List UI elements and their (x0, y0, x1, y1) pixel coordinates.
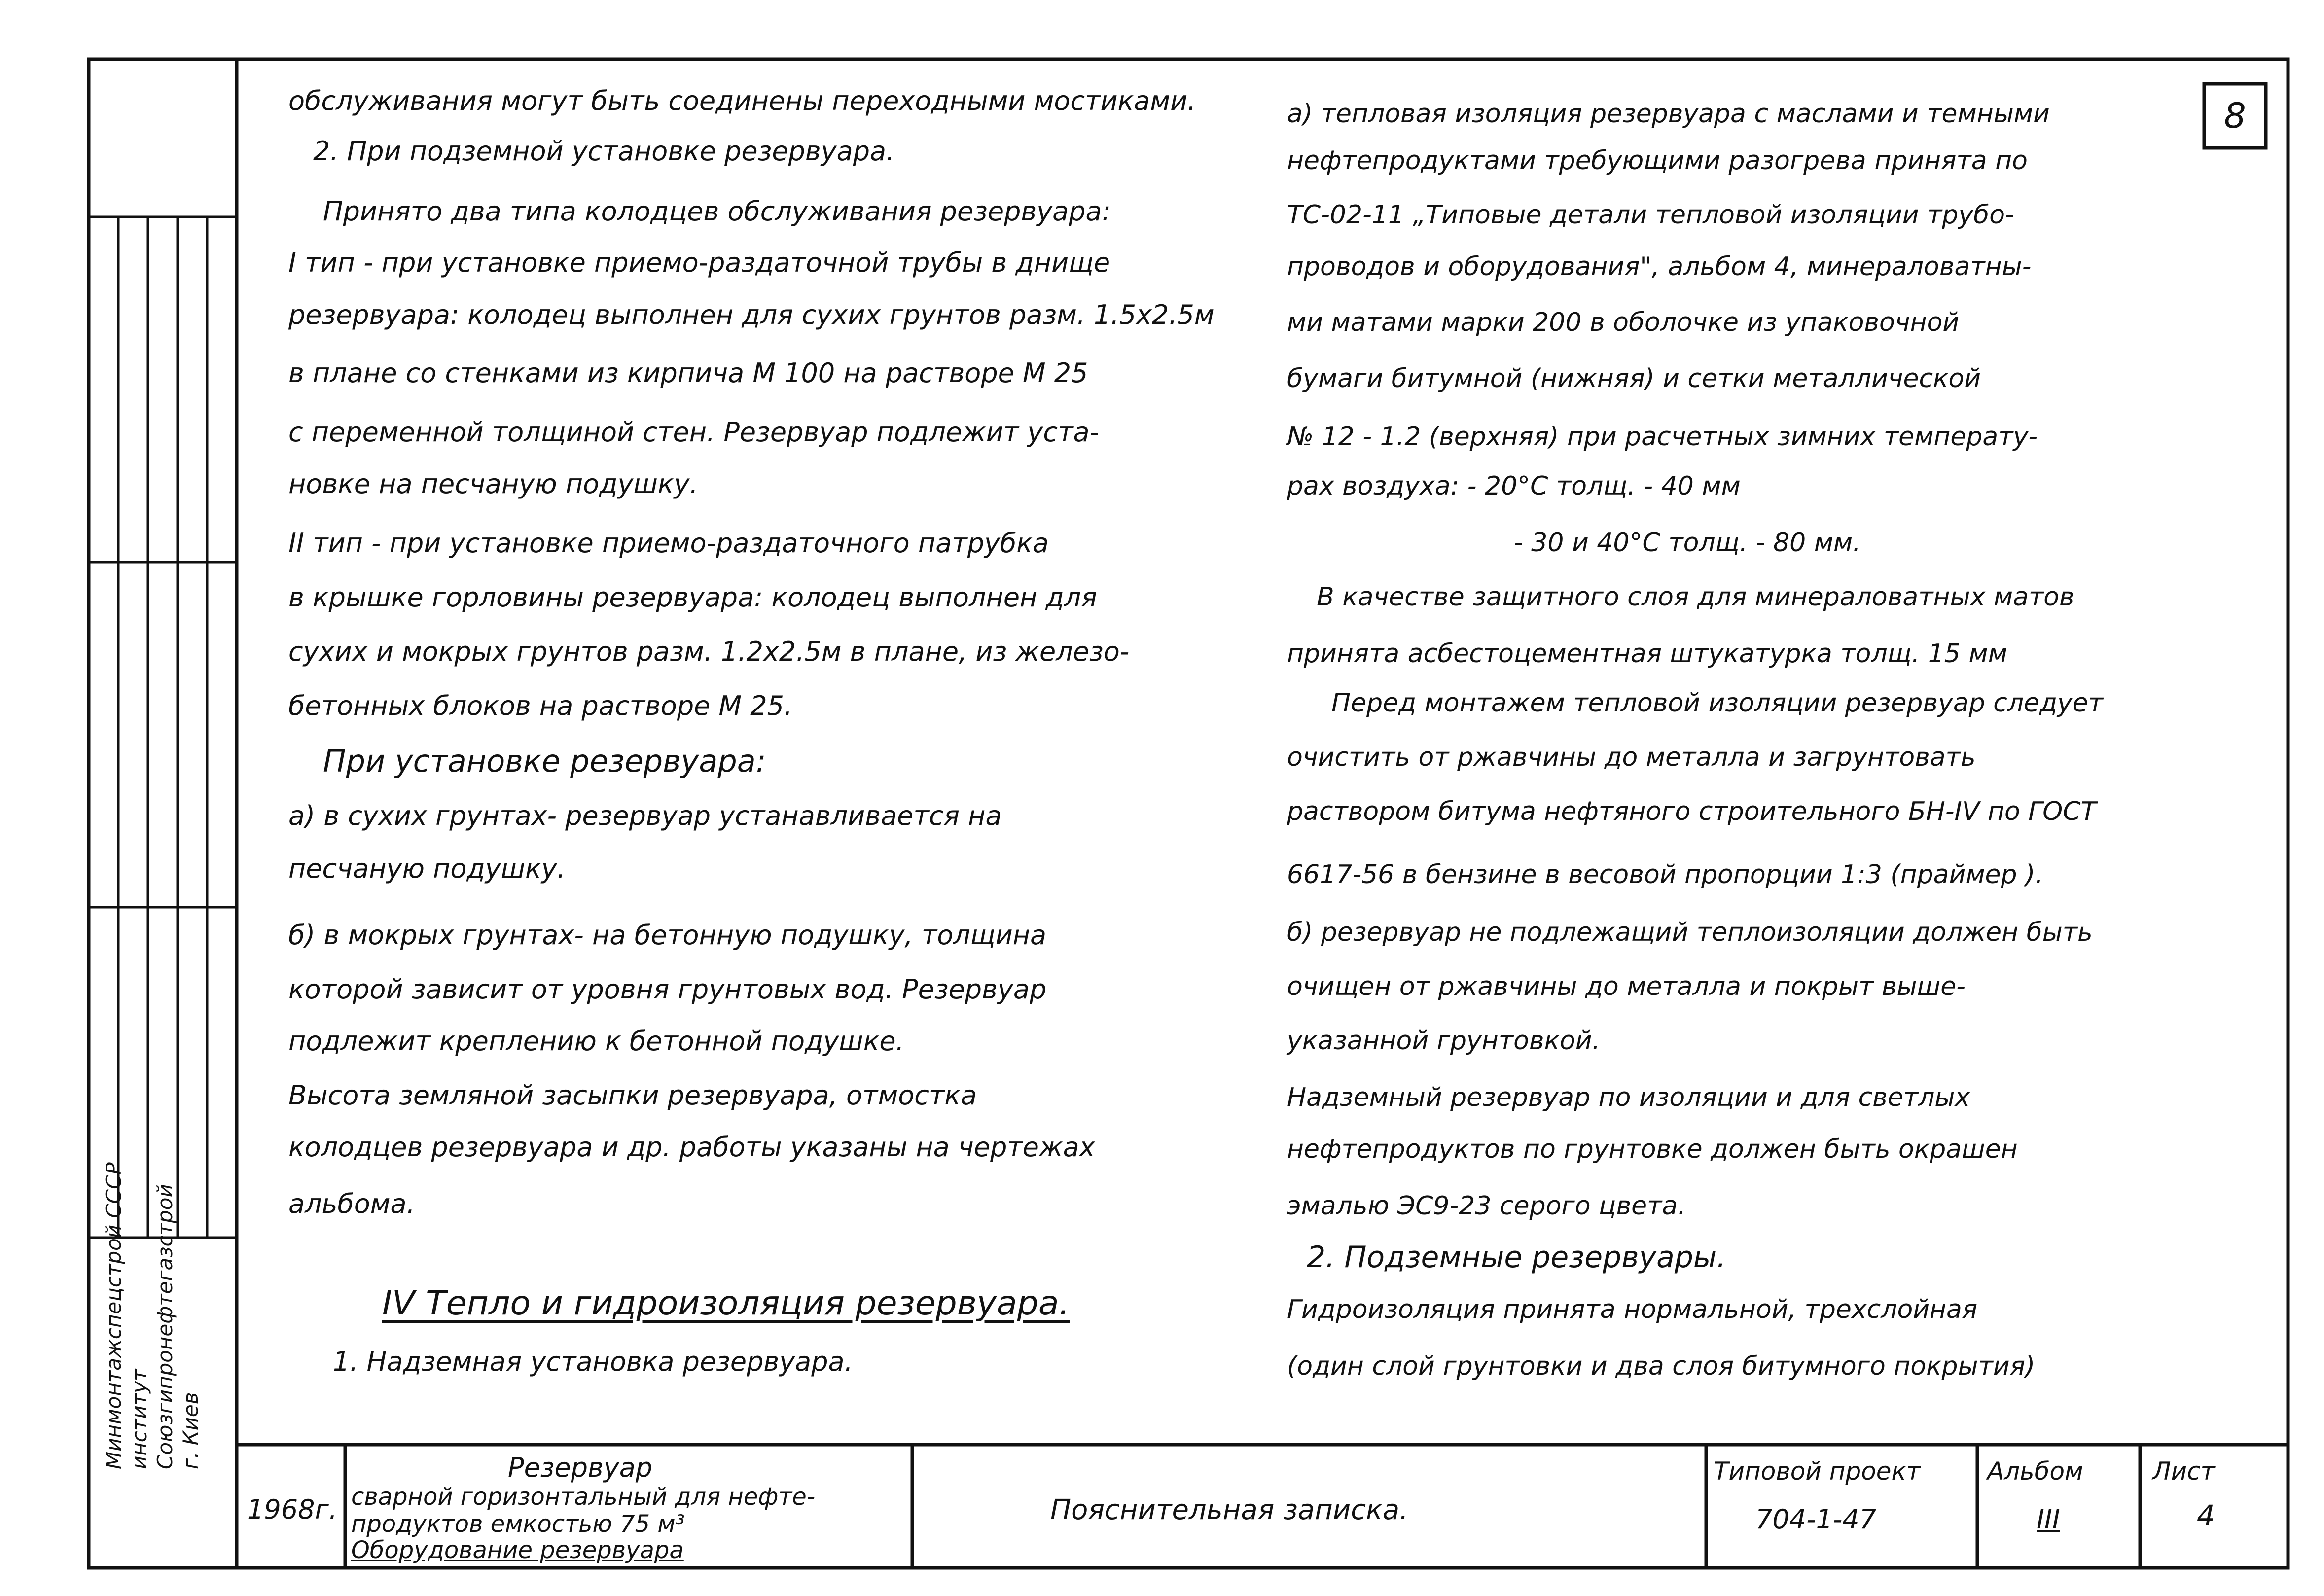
text-line: которой зависит от уровня грунтовых вод. Резервуар (288, 974, 1047, 1005)
title-block-object-title: Резервуар (508, 1452, 653, 1483)
text-line: бетонных блоков на растворе М 25. (288, 690, 793, 721)
text-line: сухих и мокрых грунтов разм. 1.2х2.5м в плане, из железо- (288, 636, 1130, 667)
title-block-project-number: 704-1-47 (1755, 1504, 1877, 1535)
text-line: 2. При подземной установке резервуара. (313, 136, 895, 167)
text-line: нефтепродуктами требующими разогрева принята по (1287, 146, 2028, 176)
right-text-column (1287, 0, 2184, 1430)
text-line: песчаную подушку. (288, 853, 566, 884)
title-block-object-line: сварной горизонтальный для нефте- (351, 1483, 816, 1511)
text-line: бумаги битумной (нижняя) и сетки металлической (1287, 364, 1981, 393)
stamp-line: Союзгипронефтегазстрой (153, 1184, 177, 1469)
text-line: II тип - при установке приемо-раздаточного патрубка (288, 528, 1049, 559)
text-line: подлежит креплению к бетонной подушке. (288, 1026, 904, 1057)
text-line: - 30 и 40°С толщ. - 80 мм. (1514, 528, 1861, 558)
left-text-column (288, 0, 1250, 1430)
text-line: очистить от ржавчины до металла и загрунтовать (1287, 743, 1976, 772)
text-line: в крышке горловины резервуара: колодец выполнен для (288, 582, 1097, 613)
text-line: 2. Подземные резервуары. (1307, 1240, 1726, 1275)
title-block-object-line: Оборудование резервуара (351, 1536, 684, 1564)
title-block-sheet-number: 4 (2197, 1499, 2215, 1532)
text-line: ми матами марки 200 в оболочке из упаковочной (1287, 308, 1960, 337)
text-line: альбома. (288, 1188, 415, 1219)
text-line: в плане со стенками из кирпича М 100 на растворе М 25 (288, 357, 1088, 389)
text-line: (один слой грунтовки и два слоя битумного покрытия) (1287, 1351, 2036, 1381)
title-block-object-line: продуктов емкостью 75 м³ (351, 1510, 685, 1538)
title-block-project-label: Типовой проект (1714, 1457, 1921, 1486)
title-block-sheet-label: Лист (2152, 1457, 2215, 1486)
stamp-line: Минмонтажспецстрой СССР (102, 1162, 126, 1469)
text-line: эмалью ЭС9-23 серого цвета. (1287, 1191, 1686, 1221)
organization-stamp (101, 1162, 215, 1469)
text-line: 6617-56 в бензине в весовой пропорции 1:3 (праймер ). (1287, 860, 2043, 889)
text-line: Принято два типа колодцев обслуживания резервуара: (323, 196, 1111, 227)
text-line: Гидроизоляция принята нормальной, трехслойная (1287, 1295, 1978, 1324)
text-line: проводов и оборудования", альбом 4, минераловатны- (1287, 252, 2032, 282)
text-line: принята асбестоцементная штукатурка толщ. 15 мм (1287, 639, 2007, 669)
text-line: а) тепловая изоляция резервуара с маслами и темными (1287, 99, 2050, 129)
title-block-album-label: Альбом (1987, 1457, 2083, 1486)
text-line: раствором битума нефтяного строительного БН-IV по ГОСТ (1287, 797, 2097, 826)
section-heading: IV Тепло и гидроизоляция резервуара. (382, 1284, 1070, 1323)
text-line: б) в мокрых грунтах- на бетонную подушку, толщина (288, 920, 1047, 951)
title-block-album-number: III (2037, 1504, 2060, 1535)
text-line: ТС-02-11 „Типовые детали тепловой изоляции трубо- (1287, 200, 2014, 230)
text-line: При установке резервуара: (323, 743, 766, 779)
text-line: В качестве защитного слоя для минераловатных матов (1317, 582, 2074, 612)
text-line: I тип - при установке приемо-раздаточной трубы в днище (288, 247, 1110, 278)
text-line: новке на песчаную подушку. (288, 468, 698, 499)
text-line: Надземный резервуар по изоляции и для светлых (1287, 1083, 1970, 1112)
text-line: указанной грунтовкой. (1287, 1026, 1601, 1056)
text-line: резервуара: колодец выполнен для сухих грунтов разм. 1.5х2.5м (288, 299, 1215, 330)
title-block-document-name: Пояснительная записка. (1050, 1494, 1408, 1526)
stamp-line: институт (127, 1369, 151, 1469)
text-line: с переменной толщиной стен. Резервуар подлежит уста- (288, 417, 1100, 448)
text-line: Перед монтажем тепловой изоляции резервуар следует (1331, 688, 2104, 718)
text-line: а) в сухих грунтах- резервуар устанавливается на (288, 800, 1002, 831)
text-line: № 12 - 1.2 (верхняя) при расчетных зимних температу- (1287, 422, 2038, 452)
text-line: Высота земляной засыпки резервуара, отмостка (288, 1080, 977, 1111)
text-line: нефтепродуктов по грунтовке должен быть окрашен (1287, 1135, 2018, 1164)
text-line: очищен от ржавчины до металла и покрыт выше- (1287, 972, 1966, 1001)
sheet-badge: 8 (2224, 96, 2246, 136)
text-line: колодцев резервуара и др. работы указаны на чертежах (288, 1132, 1095, 1163)
text-line: обслуживания могут быть соединены переходными мостиками. (288, 85, 1196, 116)
text-line: рах воздуха: - 20°С толщ. - 40 мм (1287, 471, 1741, 501)
text-line: б) резервуар не подлежащий теплоизоляции должен быть (1287, 918, 2093, 947)
stamp-line: г. Киев (179, 1392, 203, 1469)
section-subheading: 1. Надземная установка резервуара. (333, 1346, 853, 1377)
title-block-year: 1968г. (247, 1494, 337, 1525)
